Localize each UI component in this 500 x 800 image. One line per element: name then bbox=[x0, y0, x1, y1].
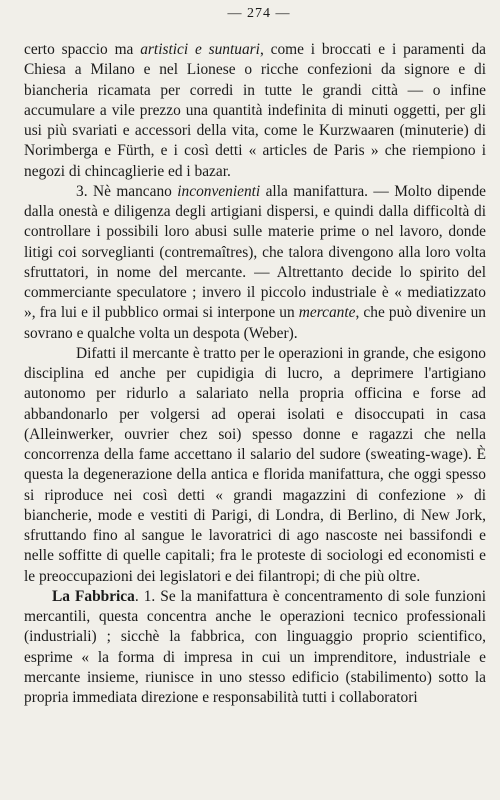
paragraph-text: , che può divenire un sovrano e qualche volta un despota (Weber). bbox=[24, 304, 486, 342]
italic-word-mercante: mercante bbox=[298, 304, 356, 322]
italic-word-inconvenienti: inconvenienti bbox=[177, 182, 261, 200]
paragraph-text: 3. Nè mancano bbox=[76, 182, 178, 200]
section-heading-la-fabbrica: La Fabbrica bbox=[52, 587, 135, 605]
paragraph-text: , come i broccati e i paramenti da Chiesa a Milano e nel Lionese o ricche confezioni da signore e di biancheria ricamata per corredi in tutte le grandi città — o infine accumulare a vile prezzo una quantità indefinita di minuti oggetti, per gli usi più svariati e accessori della vita, come le Kurzwaaren (minuterie) di Norimberga e Fürth, e i così detti « articles de Paris » che riempiono i negozi di chincaglierie ed i bazar. bbox=[24, 41, 486, 180]
paragraph-inconvenienti bbox=[24, 182, 486, 344]
paragraph-text: certo spaccio ma bbox=[24, 41, 141, 58]
paragraph-text: . 1. Se la manifattura è concentramento di sole funzioni mercantili, questa concentra anche le operazioni tecnico professionali (industriali) ; sicchè la fabbrica, con linguaggio proprio scientifico, esprime « la forma di impresa in cui un imprenditore, industriale e mercante insieme, riunisce in uno stesso edificio (stabilimento) sotto la propria immediata direzione e responsabilità tutti i collaboratori bbox=[24, 587, 486, 706]
italic-phrase-artistici-suntuari: artistici e suntuari bbox=[140, 41, 260, 58]
paragraph-continuation bbox=[24, 40, 486, 182]
paragraph-text: Difatti il mercante è tratto per le operazioni in grande, che esigono disciplina ed anche per cupidigia di lucro, a deprimere l'artigiano autonomo per ridurlo a salariato nella propria officina e forse ad abbandonarlo per volgersi ad operai isolati e disoccupati in casa (Alleinwerker, ouvrier chez soi) spesso donne e ragazzi che nella concorrenza della fame accettano il salario del sudore (sweating-wage). È questa la degenerazione della antica e florida manifattura, che oggi spesso si riproduce nei così detti « grandi magazzini di confezione » di biancherie, mode e vestiti di Parigi, di Londra, di Berlino, di New Jork, sfruttando fino al sangue le lavoratrici di ago nascoste nei bassifondi e nelle soffitte di quelle capitali; fra le proteste di sociologi ed economisti e le preoccupazioni dei legislatori e dei filantropi; di che più oltre. bbox=[24, 344, 486, 585]
paragraph-difatti bbox=[24, 344, 486, 587]
paragraph-text: alla manifattura. — Molto dipende dalla onestà e diligenza degli artigiani dispersi, e quindi dalla difficoltà di controllare i possibili loro abusi sulle materie prime o nel lavoro, donde litigi coi sorveglianti (contremaîtres), che talora divengono alla loro volta sfruttatori, in nome del mercante. — Altrettanto decide lo spirito del commerciante speculatore ; invero il piccolo industriale è « mediatizzato », fra lui e il pubblico ormai si interpone un bbox=[24, 182, 486, 322]
page-number: — 274 — bbox=[227, 6, 291, 21]
paragraph-la-fabbrica bbox=[24, 587, 486, 709]
